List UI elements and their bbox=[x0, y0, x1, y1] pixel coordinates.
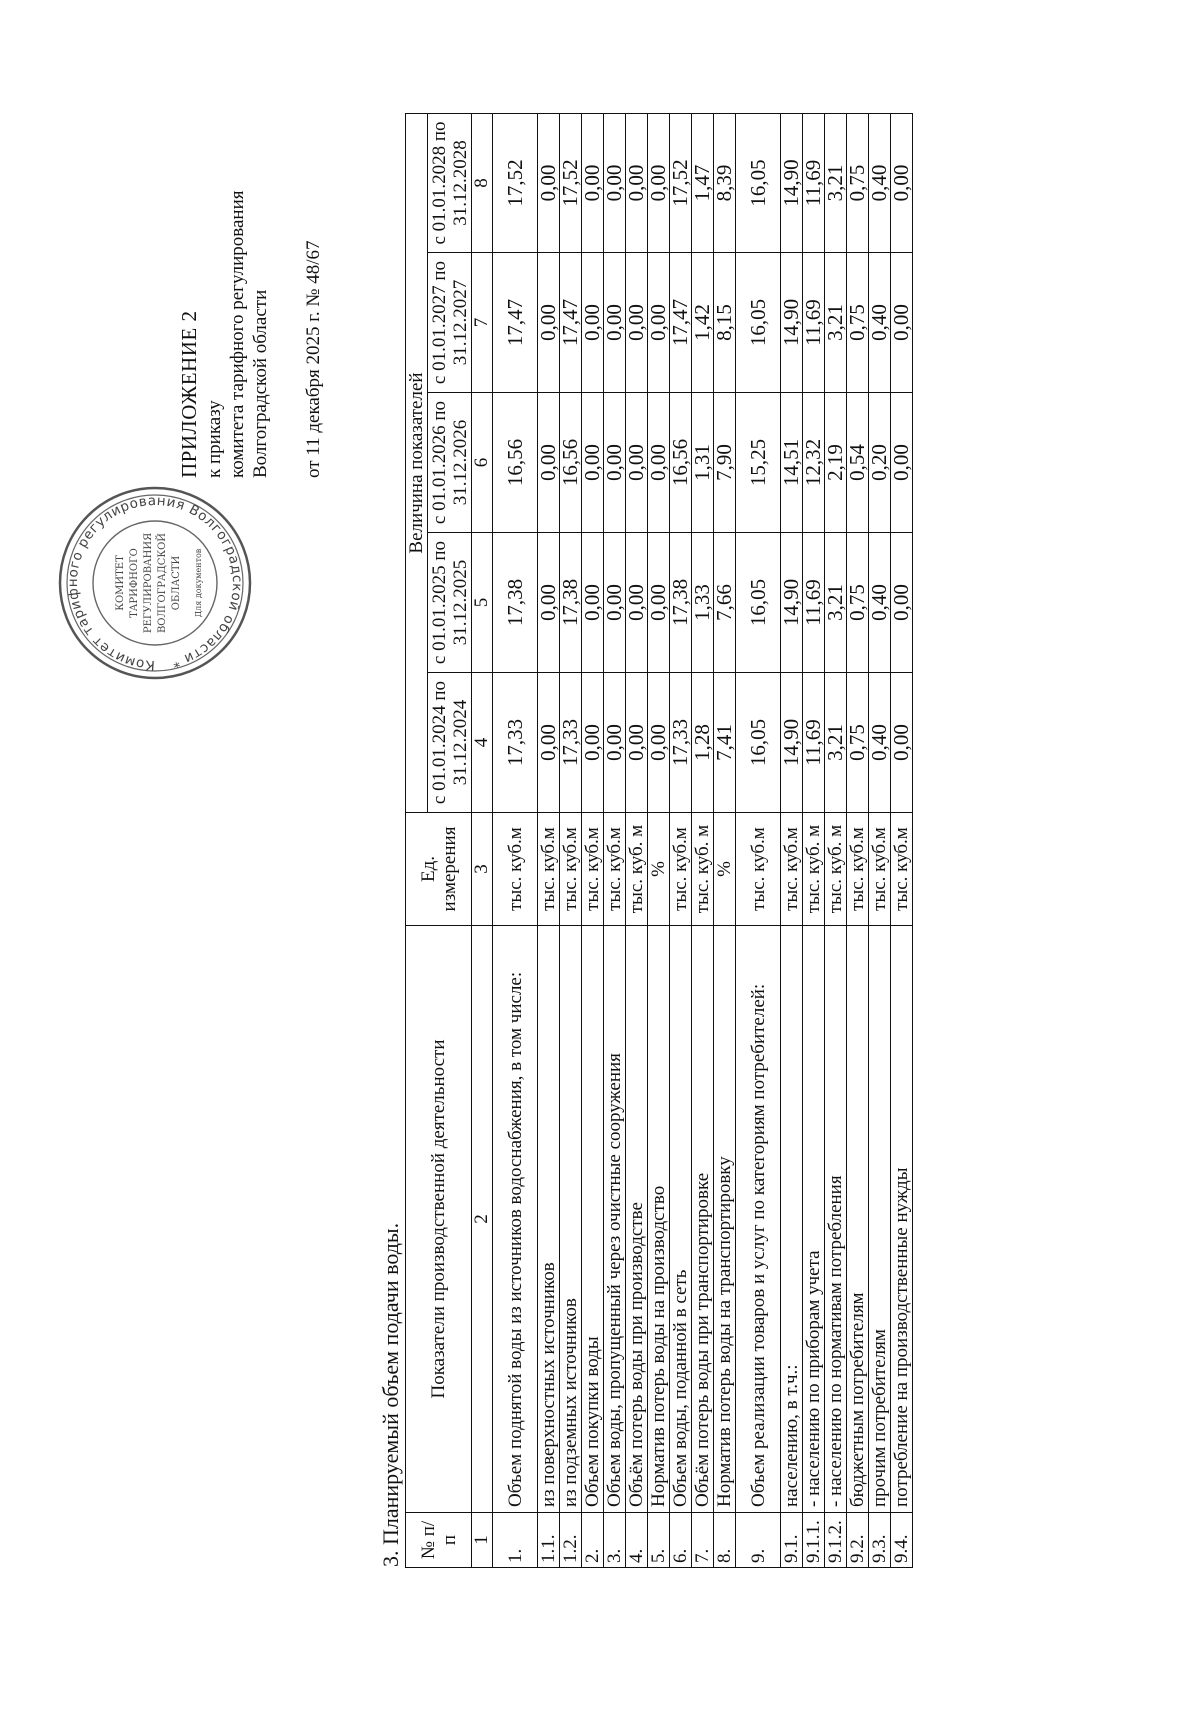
row-indicator-name: населению, в т.ч.: bbox=[781, 926, 803, 1513]
row-value: 17,52 bbox=[493, 113, 538, 252]
row-value: 0,00 bbox=[604, 393, 626, 533]
header-row-group bbox=[406, 113, 428, 1567]
row-value: 11,69 bbox=[803, 253, 825, 393]
row-value: 0,00 bbox=[538, 673, 560, 813]
row-number: 6. bbox=[670, 1513, 692, 1568]
table-row bbox=[781, 113, 803, 1567]
row-unit: тыс. куб.м bbox=[604, 813, 626, 926]
row-value: 0,00 bbox=[891, 673, 913, 813]
row-number: 8. bbox=[714, 1513, 736, 1568]
row-number: 5. bbox=[648, 1513, 670, 1568]
row-value: 0,75 bbox=[847, 533, 869, 673]
table-row bbox=[692, 113, 714, 1567]
row-value: 0,00 bbox=[604, 673, 626, 813]
column-number: 1 bbox=[472, 1513, 493, 1568]
row-unit: тыс. куб.м bbox=[560, 813, 582, 926]
row-value: 0,00 bbox=[626, 113, 648, 252]
order-reference-line-2: комитета тарифного регулирования bbox=[227, 190, 248, 478]
row-value: 11,69 bbox=[803, 113, 825, 252]
row-value: 0,00 bbox=[538, 113, 560, 252]
column-header-period: с 01.01.2027 по 31.12.2027 bbox=[428, 253, 472, 393]
row-number: 9.1.2. bbox=[825, 1513, 847, 1568]
row-value: 17,33 bbox=[493, 673, 538, 813]
row-value: 0,00 bbox=[626, 533, 648, 673]
row-value: 16,05 bbox=[736, 253, 781, 393]
row-number: 9.1. bbox=[781, 1513, 803, 1568]
row-indicator-name: Объем воды, пропущенный через очистные сооружения bbox=[604, 926, 626, 1513]
table-row bbox=[891, 113, 913, 1567]
row-value: 0,00 bbox=[891, 393, 913, 533]
row-value: 17,47 bbox=[670, 253, 692, 393]
row-value: 16,56 bbox=[493, 393, 538, 533]
row-value: 14,90 bbox=[781, 533, 803, 673]
row-value: 1,42 bbox=[692, 253, 714, 393]
row-indicator-name: Объем поднятой воды из источников водоснабжения, в том числе: bbox=[493, 926, 538, 1513]
row-indicator-name: прочим потребителям bbox=[869, 926, 891, 1513]
row-unit: тыс. куб.м bbox=[781, 813, 803, 926]
row-value: 3,21 bbox=[825, 533, 847, 673]
column-number: 2 bbox=[472, 926, 493, 1513]
row-unit: % bbox=[714, 813, 736, 926]
row-indicator-name: бюджетным потребителям bbox=[847, 926, 869, 1513]
column-header-indicator: Показатели производственной деятельности bbox=[406, 926, 472, 1513]
table-row bbox=[803, 113, 825, 1567]
row-value: 0,00 bbox=[582, 673, 604, 813]
row-value: 11,69 bbox=[803, 533, 825, 673]
row-unit: тыс. куб.м bbox=[736, 813, 781, 926]
row-number: 3. bbox=[604, 1513, 626, 1568]
row-unit: тыс. куб.м bbox=[847, 813, 869, 926]
row-value: 17,47 bbox=[493, 253, 538, 393]
row-unit: тыс. куб. м bbox=[803, 813, 825, 926]
row-value: 0,54 bbox=[847, 393, 869, 533]
row-indicator-name: - населению по приборам учета bbox=[803, 926, 825, 1513]
row-value: 17,52 bbox=[670, 113, 692, 252]
seal-line-1: КОМИТЕТ bbox=[115, 555, 126, 611]
row-value: 8,39 bbox=[714, 113, 736, 252]
row-indicator-name: потребление на производственные нужды bbox=[891, 926, 913, 1513]
column-number: 3 bbox=[472, 813, 493, 926]
row-value: 17,38 bbox=[493, 533, 538, 673]
table-row bbox=[493, 113, 538, 1567]
row-value: 14,51 bbox=[781, 393, 803, 533]
table-row bbox=[582, 113, 604, 1567]
row-value: 0,40 bbox=[869, 533, 891, 673]
column-number: 4 bbox=[472, 673, 493, 813]
row-value: 0,75 bbox=[847, 253, 869, 393]
row-number: 9.2. bbox=[847, 1513, 869, 1568]
column-number: 5 bbox=[472, 533, 493, 673]
row-value: 14,90 bbox=[781, 673, 803, 813]
appendix-title: ПРИЛОЖЕНИЕ 2 bbox=[177, 310, 201, 478]
row-value: 14,90 bbox=[781, 253, 803, 393]
row-unit: тыс. куб.м bbox=[869, 813, 891, 926]
water-supply-table bbox=[405, 113, 913, 1568]
row-indicator-name: Объем покупки воды bbox=[582, 926, 604, 1513]
table-row bbox=[869, 113, 891, 1567]
row-value: 3,21 bbox=[825, 113, 847, 252]
row-indicator-name: Норматив потерь воды на производство bbox=[648, 926, 670, 1513]
order-date: от 11 декабря 2025 г. № 48/67 bbox=[303, 240, 324, 478]
row-value: 0,00 bbox=[891, 253, 913, 393]
row-value: 0,00 bbox=[538, 253, 560, 393]
column-number: 8 bbox=[472, 113, 493, 252]
order-reference-line-3: Волгоградской области bbox=[250, 289, 271, 478]
table-row bbox=[560, 113, 582, 1567]
row-value: 7,90 bbox=[714, 393, 736, 533]
row-unit: тыс. куб. м bbox=[692, 813, 714, 926]
row-value: 0,00 bbox=[648, 393, 670, 533]
row-indicator-name: Объем воды, поданной в сеть bbox=[670, 926, 692, 1513]
column-number: 6 bbox=[472, 393, 493, 533]
column-header-period: с 01.01.2026 по 31.12.2026 bbox=[428, 393, 472, 533]
row-number: 9.1.1. bbox=[803, 1513, 825, 1568]
row-number: 1. bbox=[493, 1513, 538, 1568]
row-value: 17,47 bbox=[560, 253, 582, 393]
table-row bbox=[626, 113, 648, 1567]
row-value: 16,56 bbox=[560, 393, 582, 533]
row-unit: тыс. куб.м bbox=[493, 813, 538, 926]
row-value: 0,00 bbox=[604, 253, 626, 393]
row-value: 0,00 bbox=[648, 533, 670, 673]
row-value: 0,00 bbox=[604, 533, 626, 673]
row-value: 16,05 bbox=[736, 533, 781, 673]
row-value: 17,33 bbox=[560, 673, 582, 813]
row-unit: тыс. куб.м bbox=[891, 813, 913, 926]
row-value: 7,41 bbox=[714, 673, 736, 813]
row-value: 0,00 bbox=[604, 113, 626, 252]
row-unit: тыс. куб. м bbox=[825, 813, 847, 926]
row-value: 0,20 bbox=[869, 393, 891, 533]
row-value: 1,28 bbox=[692, 673, 714, 813]
row-value: 0,00 bbox=[648, 253, 670, 393]
row-value: 0,75 bbox=[847, 673, 869, 813]
row-value: 0,00 bbox=[582, 253, 604, 393]
column-header-period: с 01.01.2028 по 31.12.2028 bbox=[428, 113, 472, 252]
row-value: 1,47 bbox=[692, 113, 714, 252]
row-number: 1.2. bbox=[560, 1513, 582, 1568]
row-indicator-name: из подземных источников bbox=[560, 926, 582, 1513]
seal-line-4: ВОЛГОГРАДСКОЙ bbox=[157, 532, 168, 634]
svg-text:Комитет тарифного регулировани bbox=[65, 493, 245, 673]
row-indicator-name: Норматив потерь воды на транспортировку bbox=[714, 926, 736, 1513]
row-value: 2,19 bbox=[825, 393, 847, 533]
row-unit: тыс. куб.м bbox=[670, 813, 692, 926]
row-value: 11,69 bbox=[803, 673, 825, 813]
table-row bbox=[538, 113, 560, 1567]
appendix-header bbox=[178, 118, 325, 478]
table-row bbox=[847, 113, 869, 1567]
row-value: 0,00 bbox=[582, 393, 604, 533]
row-value: 17,38 bbox=[560, 533, 582, 673]
seal-bottom-text: Для документов bbox=[194, 548, 203, 618]
row-value: 0,00 bbox=[891, 113, 913, 252]
row-value: 0,00 bbox=[626, 393, 648, 533]
row-value: 0,00 bbox=[626, 673, 648, 813]
row-value: 0,00 bbox=[582, 533, 604, 673]
column-header-unit: Ед. измерения bbox=[406, 813, 472, 926]
row-value: 0,00 bbox=[648, 673, 670, 813]
section-heading: 3. Планируемый объем подачи воды. bbox=[378, 1222, 403, 1567]
row-value: 14,90 bbox=[781, 113, 803, 252]
row-value: 0,40 bbox=[869, 253, 891, 393]
row-number: 7. bbox=[692, 1513, 714, 1568]
table-row bbox=[825, 113, 847, 1567]
column-header-period: с 01.01.2025 по 31.12.2025 bbox=[428, 533, 472, 673]
row-unit: тыс. куб.м bbox=[582, 813, 604, 926]
row-number: 9. bbox=[736, 1513, 781, 1568]
row-value: 16,56 bbox=[670, 393, 692, 533]
row-value: 12,32 bbox=[803, 393, 825, 533]
row-value: 17,38 bbox=[670, 533, 692, 673]
column-numbers-row bbox=[472, 113, 493, 1567]
row-value: 1,31 bbox=[692, 393, 714, 533]
row-unit: тыс. куб.м bbox=[538, 813, 560, 926]
row-number: 4. bbox=[626, 1513, 648, 1568]
column-number: 7 bbox=[472, 253, 493, 393]
table-row bbox=[714, 113, 736, 1567]
row-value: 3,21 bbox=[825, 673, 847, 813]
row-value: 0,00 bbox=[538, 533, 560, 673]
row-value: 15,25 bbox=[736, 393, 781, 533]
row-indicator-name: Объем реализации товаров и услуг по категориям потребителей: bbox=[736, 926, 781, 1513]
row-value: 7,66 bbox=[714, 533, 736, 673]
row-value: 0,40 bbox=[869, 113, 891, 252]
row-value: 16,05 bbox=[736, 113, 781, 252]
column-header-num: № п/п bbox=[406, 1513, 472, 1568]
row-value: 0,00 bbox=[626, 253, 648, 393]
row-indicator-name: из поверхностных источников bbox=[538, 926, 560, 1513]
row-value: 0,40 bbox=[869, 673, 891, 813]
row-value: 0,75 bbox=[847, 113, 869, 252]
row-value: 17,33 bbox=[670, 673, 692, 813]
row-value: 8,15 bbox=[714, 253, 736, 393]
row-indicator-name: Объём потерь воды при транспортировке bbox=[692, 926, 714, 1513]
row-value: 0,00 bbox=[582, 113, 604, 252]
row-value: 3,21 bbox=[825, 253, 847, 393]
row-indicator-name: Объём потерь воды при производстве bbox=[626, 926, 648, 1513]
row-value: 0,00 bbox=[538, 393, 560, 533]
seal-line-2: ТАРИФНОГО bbox=[129, 548, 140, 618]
row-indicator-name: - населению по нормативам потребления bbox=[825, 926, 847, 1513]
table-row bbox=[604, 113, 626, 1567]
row-unit: тыс. куб. м bbox=[626, 813, 648, 926]
table-row bbox=[736, 113, 781, 1567]
row-value: 17,52 bbox=[560, 113, 582, 252]
row-value: 0,00 bbox=[648, 113, 670, 252]
column-header-values-group: Величина показателей bbox=[406, 113, 428, 812]
seal-ring-text: Комитет тарифного регулирования Волгоградской области * bbox=[64, 492, 246, 674]
row-value: 1,33 bbox=[692, 533, 714, 673]
row-value: 0,00 bbox=[891, 533, 913, 673]
row-number: 9.3. bbox=[869, 1513, 891, 1568]
table-row bbox=[648, 113, 670, 1567]
seal-line-5: ОБЛАСТИ bbox=[171, 555, 182, 611]
row-number: 1.1. bbox=[538, 1513, 560, 1568]
row-number: 9.4. bbox=[891, 1513, 913, 1568]
order-reference-line-1: к приказу bbox=[204, 400, 225, 478]
official-seal bbox=[55, 483, 255, 683]
seal-line-3: РЕГУЛИРОВАНИЯ bbox=[143, 532, 154, 634]
row-number: 2. bbox=[582, 1513, 604, 1568]
table-row bbox=[670, 113, 692, 1567]
column-header-period: с 01.01.2024 по 31.12.2024 bbox=[428, 673, 472, 813]
row-value: 16,05 bbox=[736, 673, 781, 813]
row-unit: % bbox=[648, 813, 670, 926]
